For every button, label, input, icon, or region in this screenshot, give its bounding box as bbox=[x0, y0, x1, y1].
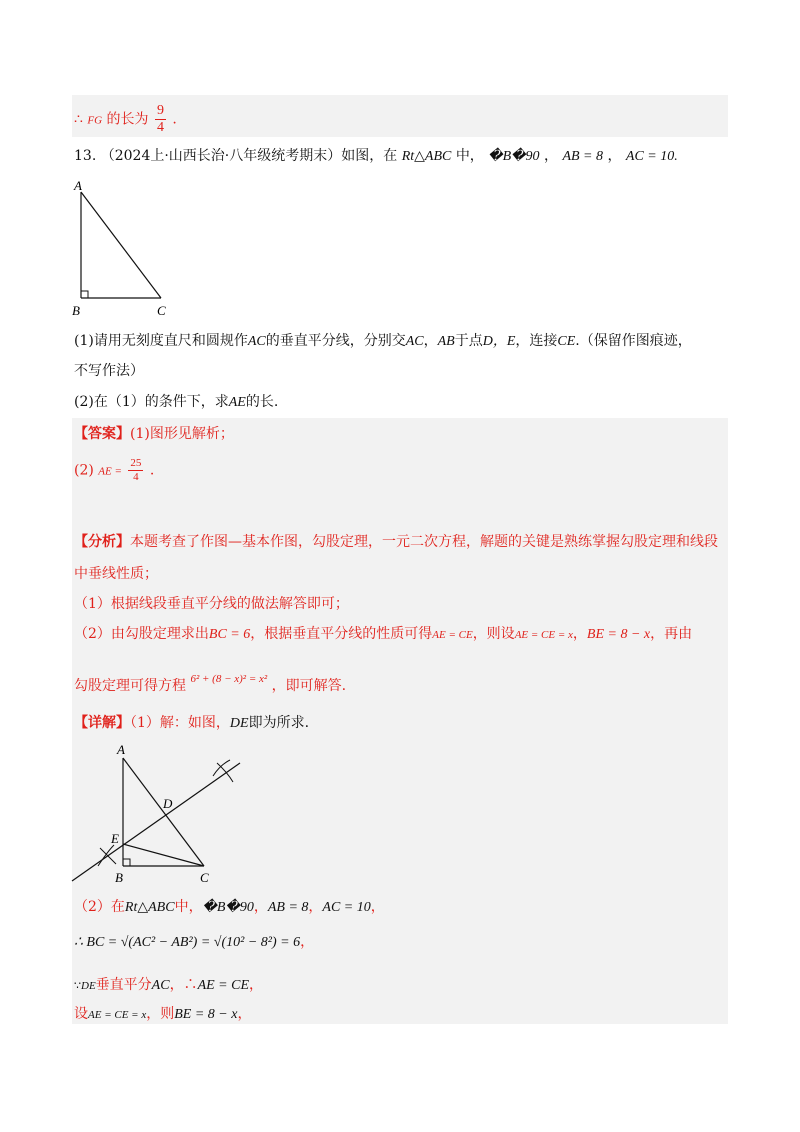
analysis-label: 【分析】 bbox=[74, 534, 130, 550]
analysis-4a: （2）由勾股定理求出 bbox=[74, 626, 209, 642]
question-number: 13. bbox=[74, 148, 97, 164]
part1-ab: AB bbox=[437, 334, 455, 349]
part2-line bbox=[74, 392, 278, 413]
detail-4de: DE bbox=[81, 980, 96, 992]
part1-ce: CE bbox=[557, 334, 576, 349]
part1-f: .（保留作图痕迹， bbox=[575, 333, 692, 349]
analysis-4c: ，则设 bbox=[472, 626, 515, 642]
analysis-5a: 勾股定理可得方程 bbox=[74, 678, 186, 694]
part1-d: 于点 bbox=[454, 333, 483, 349]
detail-2tri: Rt△ABC bbox=[124, 900, 175, 915]
fig2-label-a: A bbox=[117, 742, 125, 757]
part1-de: D，E bbox=[482, 334, 516, 349]
detail-1a: （1）解：如图， bbox=[130, 715, 230, 731]
detail-4b: 垂直平分 bbox=[95, 977, 152, 993]
detail-4a: ∵ bbox=[74, 979, 81, 992]
part1-c: ， bbox=[423, 333, 438, 349]
detail-label: 【详解】 bbox=[74, 715, 130, 731]
fig2-label-b: B bbox=[115, 870, 123, 885]
detail-3-eq: ∴ BC = √(AC² − AB²) = √(10² − 8²) = 6 bbox=[74, 935, 301, 950]
detail-line-2 bbox=[74, 897, 385, 918]
top-answer-text: 的长为 bbox=[106, 111, 149, 128]
fig1-label-b: B bbox=[72, 303, 80, 318]
analysis-4e: ，再由 bbox=[650, 626, 693, 642]
figure-construction bbox=[70, 738, 250, 886]
analysis-line-5 bbox=[74, 673, 347, 697]
part1-g: 不写作法） bbox=[74, 363, 144, 379]
detail-5be: BE = 8 − x bbox=[174, 1007, 238, 1022]
detail-5a: 设 bbox=[74, 1006, 88, 1022]
detail-5eq: AE = CE = x bbox=[88, 1009, 147, 1021]
part1-line-2 bbox=[74, 361, 144, 381]
part1-line bbox=[74, 331, 692, 352]
detail-4d: ， bbox=[249, 977, 264, 993]
detail-4eq: AE = CE bbox=[197, 978, 250, 993]
question-angle: �B�90 bbox=[488, 149, 540, 164]
top-answer-suffix: . bbox=[172, 111, 177, 128]
fig2-label-e: E bbox=[111, 831, 119, 846]
detail-3end: ， bbox=[300, 934, 315, 950]
fig2-label-d: D bbox=[163, 796, 173, 811]
top-answer-line bbox=[74, 104, 177, 135]
part2-b: 的长. bbox=[245, 394, 279, 410]
question-ab: AB = 8 bbox=[562, 149, 603, 164]
answer-p2-suffix: . bbox=[149, 462, 155, 479]
detail-2end: ， bbox=[370, 899, 385, 915]
detail-2sep: ， bbox=[253, 899, 268, 915]
analysis-line-2 bbox=[74, 564, 158, 584]
detail-line-5 bbox=[74, 1004, 251, 1025]
part1-ac: AC bbox=[247, 334, 266, 349]
answer-fraction: $\frac{25}{4}$ bbox=[130, 457, 142, 483]
analysis-4be: BE = 8 − x bbox=[586, 627, 651, 642]
detail-2angle: �B�90 bbox=[202, 900, 254, 915]
part1-a: (1)请用无刻度直尺和圆规作 bbox=[74, 333, 248, 349]
fig2-label-c: C bbox=[200, 870, 209, 885]
question-triangle: Rt△ABC bbox=[401, 149, 452, 164]
part1-b: 的垂直平分线，分别交 bbox=[265, 333, 406, 349]
analysis-text-2: 中垂线性质； bbox=[74, 566, 158, 582]
question-mid: 中， bbox=[455, 148, 484, 164]
detail-line-1 bbox=[74, 713, 309, 734]
fig1-label-c: C bbox=[157, 303, 166, 318]
analysis-text-3: （1）根据线段垂直平分线的做法解答即可； bbox=[74, 596, 349, 612]
analysis-4aece: AE = CE bbox=[432, 629, 473, 641]
question-line bbox=[74, 146, 678, 167]
analysis-4d: ， bbox=[572, 626, 587, 642]
analysis-line-4 bbox=[74, 624, 692, 645]
detail-2a: （2）在 bbox=[74, 899, 125, 915]
detail-4c: ，∴ bbox=[169, 977, 198, 993]
part2-ae: AE bbox=[228, 395, 246, 410]
question-source: （2024上·山西长治·八年级统考期末）如图，在 bbox=[100, 148, 398, 164]
analysis-4b: ，根据垂直平分线的性质可得 bbox=[250, 626, 433, 642]
detail-line-4 bbox=[74, 975, 263, 996]
analysis-line-1 bbox=[74, 532, 718, 552]
answer-label: 【答案】 bbox=[74, 426, 130, 442]
question-sep: ， bbox=[543, 148, 558, 164]
detail-2b: 中， bbox=[174, 899, 203, 915]
part1-e: ，连接 bbox=[515, 333, 558, 349]
analysis-text-1: 本题考查了作图—基本作图，勾股定理，一元二次方程，解题的关键是熟练掌握勾股定理和线段 bbox=[130, 534, 718, 550]
detail-line-3 bbox=[74, 932, 314, 953]
detail-2ab: AB = 8 bbox=[267, 900, 309, 915]
detail-2sep2: ， bbox=[308, 899, 323, 915]
detail-5c: ， bbox=[237, 1006, 252, 1022]
answer-line-1 bbox=[74, 424, 234, 444]
part1-ac2: AC bbox=[405, 334, 424, 349]
analysis-4bc: BC = 6 bbox=[208, 627, 251, 642]
answer-line-2 bbox=[74, 458, 154, 483]
part2-a: (2)在（1）的条件下，求 bbox=[74, 394, 229, 410]
fg-var: FG bbox=[87, 114, 103, 127]
detail-1b: 即为所求. bbox=[248, 715, 310, 731]
analysis-5b: ，即可解答. bbox=[271, 678, 347, 694]
question-sep-2: ， bbox=[607, 148, 622, 164]
analysis-line-3 bbox=[74, 594, 349, 614]
detail-4ac: AC bbox=[151, 978, 170, 993]
fig1-label-a: A bbox=[74, 178, 82, 193]
answer-p1: (1)图形见解析； bbox=[130, 426, 234, 442]
answer-p2-prefix: (2) bbox=[74, 462, 94, 479]
analysis-4set: AE = CE = x bbox=[514, 629, 573, 641]
top-answer-fraction: $\frac{9}{4}$ bbox=[156, 103, 164, 135]
detail-5b: ，则 bbox=[146, 1006, 175, 1022]
figure-triangle-abc bbox=[70, 178, 180, 320]
question-ac: AC = 10. bbox=[625, 149, 678, 164]
analysis-5eq: 6² + (8 − x)² = x² bbox=[190, 673, 268, 685]
detail-2ac: AC = 10 bbox=[322, 900, 371, 915]
answer-p2-var: AE = bbox=[98, 465, 122, 478]
therefore-symbol: ∴ bbox=[74, 111, 83, 128]
detail-1de: DE bbox=[229, 716, 249, 731]
